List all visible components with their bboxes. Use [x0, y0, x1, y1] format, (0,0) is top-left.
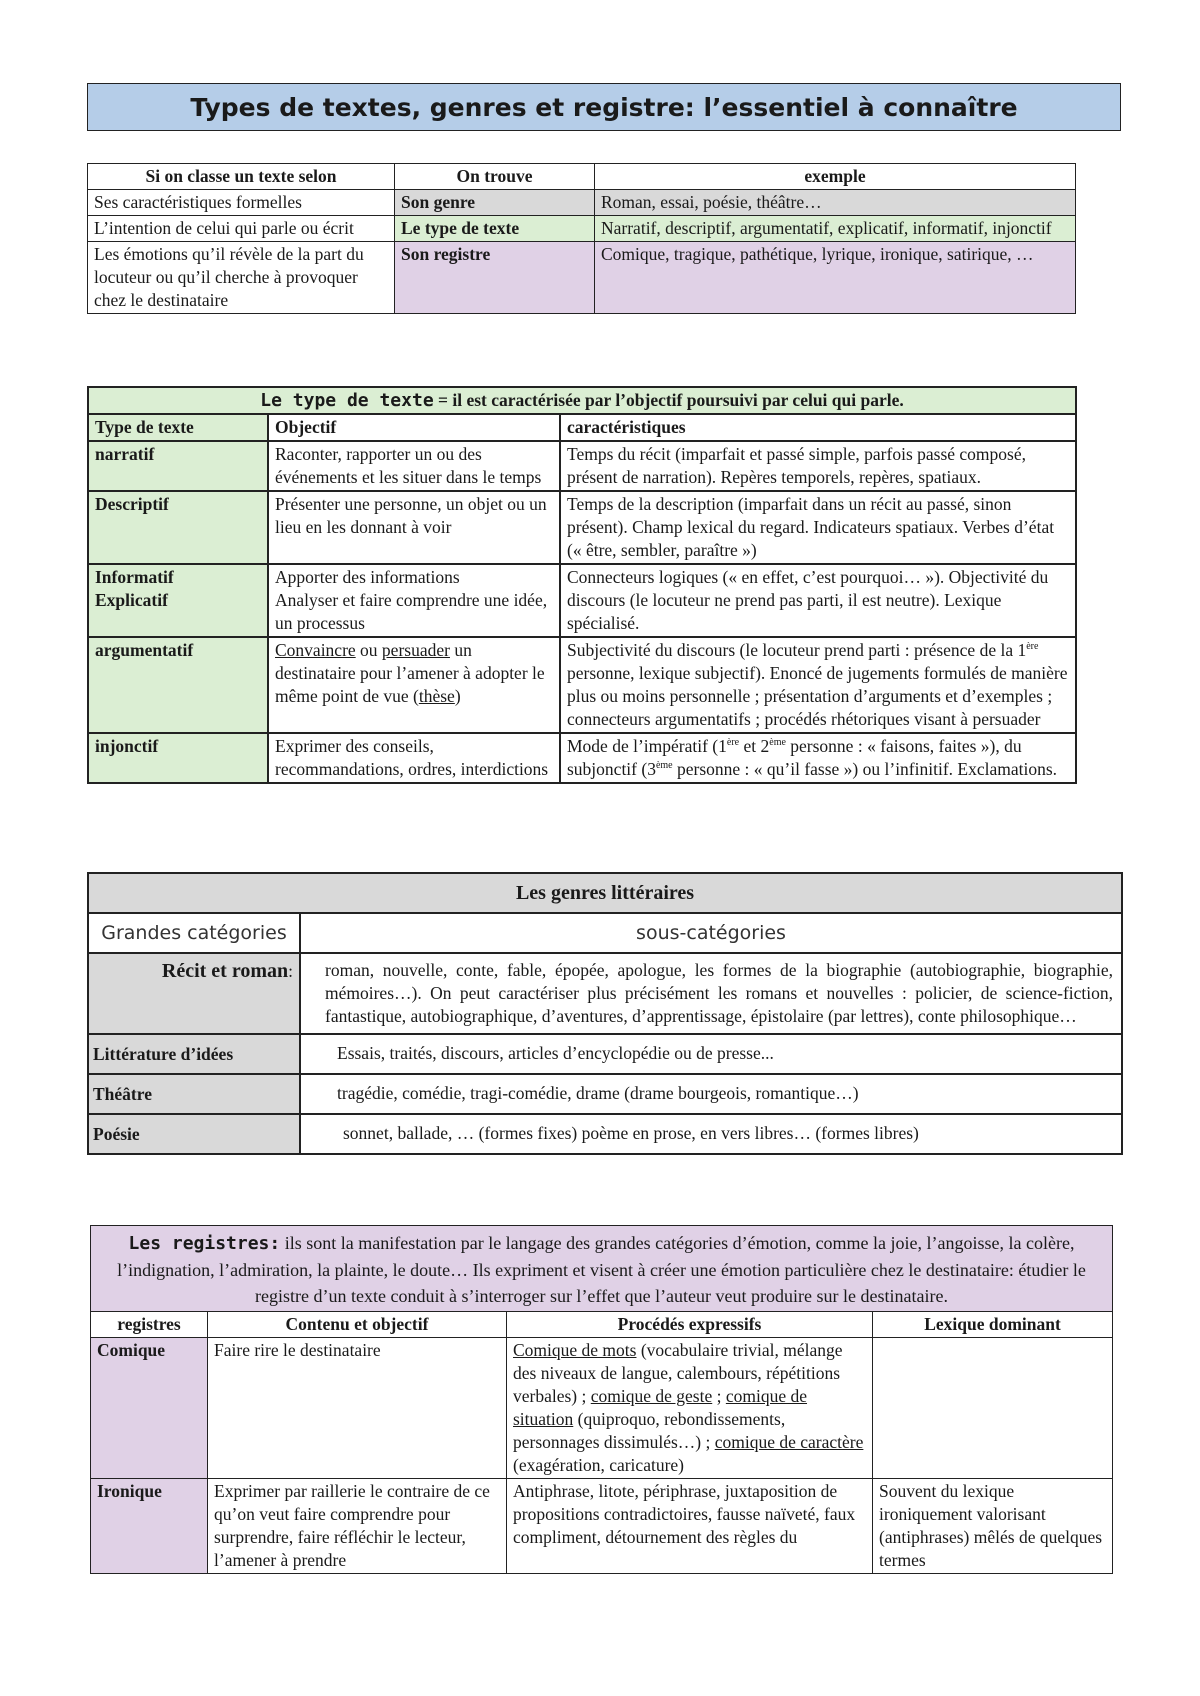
type-cell: Descriptif — [88, 491, 268, 564]
objectif-cell — [268, 637, 560, 733]
term-underlined: comique de geste — [590, 1386, 713, 1406]
objectif-cell — [268, 564, 560, 637]
registres-intro-text: ils sont la manifestation par le langage des grandes catégories d’émotion, comme la joie, l’angoisse, la colère, l’indignation, l’admiration, la plainte, le doute… Ils expriment et visent à créer une émotion particulière chez le destinataire: étudier le registre d’un texte conduit à s’interroger sur l’effet que l’auteur veut produire sur le destinataire. — [117, 1233, 1086, 1306]
table-row — [91, 1479, 1113, 1574]
objectif-cell: Exprimer des conseils, recommandations, ordres, interdictions — [268, 733, 560, 783]
text-run: Mode de l’impératif (1 — [567, 736, 727, 756]
exemple-cell: Roman, essai, poésie, théâtre… — [595, 190, 1076, 216]
text-run: ) — [454, 686, 461, 706]
lexique-cell — [873, 1338, 1113, 1479]
table-header-row — [88, 164, 1076, 190]
column-header: Si on classe un texte selon — [88, 164, 395, 190]
trouve-cell: Son registre — [395, 242, 595, 314]
objectif-cell: Présenter une personne, un objet ou un lieu en les donnant à voir — [268, 491, 560, 564]
column-header: Grandes catégories — [88, 913, 300, 953]
type-cell — [88, 564, 268, 637]
genre-category: Théâtre — [88, 1074, 300, 1114]
critere-cell: Ses caractéristiques formelles — [88, 190, 395, 216]
registres-title: Les registres: — [128, 1233, 281, 1254]
superscript: ème — [769, 737, 786, 749]
carac-cell: Temps du récit (imparfait et passé simple, parfois passé composé, présent de narration). Repères temporels, repères, spatiaux. — [560, 441, 1076, 491]
classification-table — [87, 163, 1076, 314]
text-run: : — [288, 961, 293, 981]
text-run: ; — [712, 1386, 726, 1406]
table-header-row — [88, 913, 1122, 953]
superscript: ème — [655, 760, 673, 772]
registre-cell: Comique — [91, 1338, 208, 1479]
contenu-cell: Exprimer par raillerie le contraire de ce qu’on veut faire comprendre pour surprendre, faire réfléchir le lecteur, l’amener à prendre — [208, 1479, 507, 1574]
term-underlined: persuader — [381, 640, 450, 660]
table-header-row — [91, 1312, 1113, 1338]
lexique-cell: Souvent du lexique ironiquement valorisant (antiphrases) mêlés de quelques termes — [873, 1479, 1113, 1574]
column-header: On trouve — [395, 164, 595, 190]
superscript: ère — [726, 737, 740, 749]
text-run: ou — [355, 640, 382, 660]
genres-title-row — [88, 873, 1122, 913]
types-title-strong: Le type de texte — [260, 390, 434, 411]
column-header: registres — [91, 1312, 208, 1338]
page-title: Types de textes, genres et registre: l’essentiel à connaître — [87, 83, 1121, 131]
type-label: Explicatif — [95, 590, 168, 610]
procedes-cell: Antiphrase, litote, périphrase, juxtaposition de propositions contradictoires, fausse naïveté, faux compliment, détournement des règles du — [507, 1479, 873, 1574]
table-row — [88, 190, 1076, 216]
objectif-cell: Raconter, rapporter un ou des événements et les situer dans le temps — [268, 441, 560, 491]
text-run: (vocabulaire trivial, mélange des niveaux de langue, calembours, répétitions verbales) ; — [513, 1340, 843, 1406]
trouve-cell: Son genre — [395, 190, 595, 216]
column-header: exemple — [595, 164, 1076, 190]
contenu-cell: Faire rire le destinataire — [208, 1338, 507, 1479]
column-header: Type de texte — [88, 414, 268, 441]
table-row — [88, 733, 1076, 783]
trouve-cell: Le type de texte — [395, 216, 595, 242]
text-run: personne : « faisons, faites »), du subjonctif (3 — [567, 736, 1022, 779]
genre-category: Récit et roman — [161, 960, 289, 982]
table-row — [88, 564, 1076, 637]
table-row — [91, 1338, 1113, 1479]
table-row — [88, 1074, 1122, 1114]
critere-cell: L’intention de celui qui parle ou écrit — [88, 216, 395, 242]
table-row — [88, 637, 1076, 733]
type-cell: narratif — [88, 441, 268, 491]
table-header-row — [88, 414, 1076, 441]
genre-sub-cell: Essais, traités, discours, articles d’encyclopédie ou de presse... — [300, 1034, 1122, 1074]
term-underlined: thèse — [418, 686, 455, 706]
registres-table — [90, 1225, 1113, 1574]
table-row — [88, 441, 1076, 491]
type-label: Informatif — [95, 567, 174, 587]
table-row — [88, 242, 1076, 314]
objectif-line: Apporter des informations — [275, 567, 460, 587]
genre-category: Littérature d’idées — [88, 1034, 300, 1074]
genres-table — [87, 872, 1123, 1155]
superscript: ère — [1026, 641, 1039, 653]
carac-cell — [560, 733, 1076, 783]
text-run: personne : « qu’il fasse ») ou l’infinitif. Exclamations. — [672, 759, 1058, 779]
exemple-cell: Comique, tragique, pathétique, lyrique, ironique, satirique, … — [595, 242, 1076, 314]
registre-cell: Ironique — [91, 1479, 208, 1574]
procedes-cell — [507, 1338, 873, 1479]
genre-category-cell — [88, 953, 300, 1034]
column-header: Procédés expressifs — [507, 1312, 873, 1338]
types-title-rest: = il est caractérisée par l’objectif poursuivi par celui qui parle. — [433, 390, 904, 410]
table-row — [88, 1114, 1122, 1154]
term-underlined: comique de caractère — [714, 1432, 864, 1452]
exemple-cell: Narratif, descriptif, argumentatif, explicatif, informatif, injonctif — [595, 216, 1076, 242]
text-run: Subjectivité du discours (le locuteur prend parti : présence de la 1 — [567, 640, 1027, 660]
carac-cell — [560, 637, 1076, 733]
type-cell: argumentatif — [88, 637, 268, 733]
genre-sub-cell: roman, nouvelle, conte, fable, épopée, apologue, les formes de la biographie (autobiographie, biographie, mémoires…). On peut caractériser plus précisément les romans et nouvelles : policier, de science-fiction, fantastique, autobiographique, d’aventures, d’apprentissage, épistolaire (par lettres), conte philosophique… — [300, 953, 1122, 1034]
term-underlined: Comique de mots — [513, 1340, 637, 1360]
registres-intro — [91, 1226, 1113, 1312]
table-row — [88, 1034, 1122, 1074]
carac-cell: Temps de la description (imparfait dans un récit au passé, sinon présent). Champ lexical du regard. Indicateurs spatiaux. Verbes d’état (« être, sembler, paraître ») — [560, 491, 1076, 564]
types-title — [88, 387, 1076, 414]
types-title-row — [88, 387, 1076, 414]
term-underlined: comique de situation — [513, 1386, 808, 1429]
text-run: (exagération, caricature) — [513, 1455, 684, 1475]
carac-cell: Connecteurs logiques (« en effet, c’est pourquoi… »). Objectivité du discours (le locuteur ne prend pas parti, il est neutre). Lexique spécialisé. — [560, 564, 1076, 637]
genres-title: Les genres littéraires — [88, 873, 1122, 913]
text-run: et 2 — [739, 736, 770, 756]
registres-intro-row — [91, 1226, 1113, 1312]
text-run: personne, lexique subjectif). Enoncé de jugements formulés de manière plus ou moins personnelle ; présentation d’arguments et d’exemples ; connecteurs argumentatifs ; procédés rhétoriques visant à persuader — [567, 663, 1068, 729]
genre-sub-cell: tragédie, comédie, tragi-comédie, drame (drame bourgeois, romantique…) — [300, 1074, 1122, 1114]
column-header: Lexique dominant — [873, 1312, 1113, 1338]
column-header: Objectif — [268, 414, 560, 441]
table-row — [88, 953, 1122, 1034]
genre-sub-cell: sonnet, ballade, … (formes fixes) poème en prose, en vers libres… (formes libres) — [300, 1114, 1122, 1154]
table-row — [88, 491, 1076, 564]
type-cell: injonctif — [88, 733, 268, 783]
table-row — [88, 216, 1076, 242]
critere-cell: Les émotions qu’il révèle de la part du locuteur ou qu’il cherche à provoquer chez le destinataire — [88, 242, 395, 314]
text-run: (quiproquo, rebondissements, personnages dissimulés…) ; — [513, 1409, 786, 1452]
column-header: Contenu et objectif — [208, 1312, 507, 1338]
objectif-line: Analyser et faire comprendre une idée, un processus — [275, 590, 548, 633]
types-table — [87, 386, 1077, 784]
genre-category: Poésie — [88, 1114, 300, 1154]
text-run: un destinataire pour l’amener à adopter le même point de vue ( — [275, 640, 545, 706]
column-header: caractéristiques — [560, 414, 1076, 441]
column-header: sous-catégories — [300, 913, 1122, 953]
term-underlined: Convaincre — [275, 640, 356, 660]
